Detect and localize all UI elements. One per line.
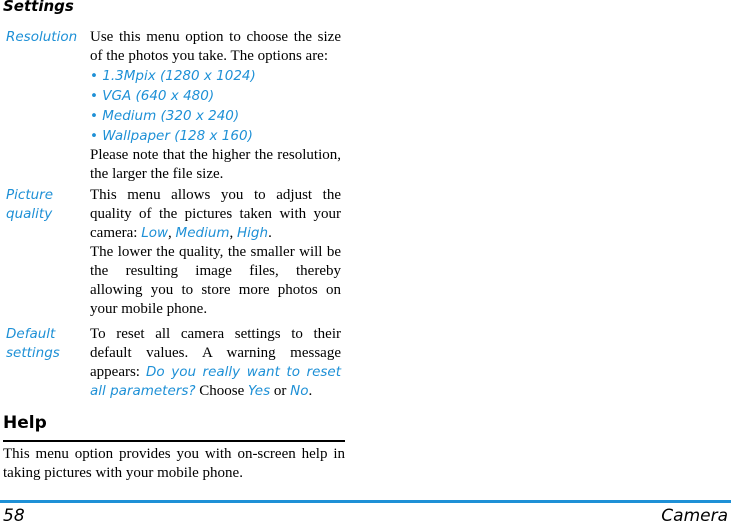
option-yes: Yes <box>248 383 271 399</box>
resolution-option-4: • Wallpaper (128 x 160) <box>90 128 253 144</box>
choose-text: Choose <box>199 383 245 399</box>
page-number: 58 <box>3 506 25 526</box>
picture-quality-intro-text: This menu allows you to adjust the quality of the pictures taken with your camera: <box>90 187 341 241</box>
quality-sep-2: , <box>229 225 238 241</box>
term-default-settings-line2: settings <box>6 345 60 361</box>
option-no: No <box>290 383 309 399</box>
term-picture-quality-line2: quality <box>6 206 53 222</box>
warning-message: Do you really want to reset all parameters? <box>90 364 342 399</box>
term-picture-quality-line1: Picture <box>6 187 54 203</box>
footer-divider <box>0 500 731 503</box>
resolution-intro: Use this menu option to choose the size of the photos you take. The options are: <box>90 29 341 64</box>
resolution-option-1: • 1.3Mpix (1280 x 1024) <box>90 68 256 84</box>
resolution-note: Please note that the higher the resolution, the larger the file size. <box>90 147 341 182</box>
term-default-settings <box>6 325 84 363</box>
quality-sep-1: , <box>168 225 176 241</box>
picture-quality-intro <box>90 186 341 243</box>
chapter-name: Camera <box>661 506 728 526</box>
default-settings-end: . <box>308 383 313 399</box>
definition-default-settings <box>90 325 341 401</box>
or-text: or <box>273 383 287 399</box>
picture-quality-note: The lower the quality, the smaller will be the resulting image files, thereby allowing you to store more photos on your mobile phone. <box>90 244 341 317</box>
term-default-settings-line1: Default <box>6 326 56 342</box>
default-settings-intro: To reset all camera settings to their default values. A warning message appears: <box>90 326 341 380</box>
resolution-option-3: • Medium (320 x 240) <box>90 108 240 124</box>
quality-option-high: High <box>237 225 269 241</box>
resolution-option-2: • VGA (640 x 480) <box>90 88 215 104</box>
quality-option-medium: Medium <box>175 225 230 241</box>
term-picture-quality <box>6 186 84 224</box>
help-divider <box>3 440 345 442</box>
definition-picture-quality <box>90 186 341 319</box>
default-settings-text <box>90 325 341 401</box>
quality-option-low: Low <box>141 225 169 241</box>
section-title: Settings <box>3 0 74 15</box>
term-resolution: Resolution <box>6 29 78 45</box>
definition-resolution <box>90 28 341 184</box>
help-body: This menu option provides you with on-screen help in taking pictures with your mobile phone. <box>3 446 345 481</box>
help-heading: Help <box>3 413 47 433</box>
quality-end: . <box>268 225 272 241</box>
